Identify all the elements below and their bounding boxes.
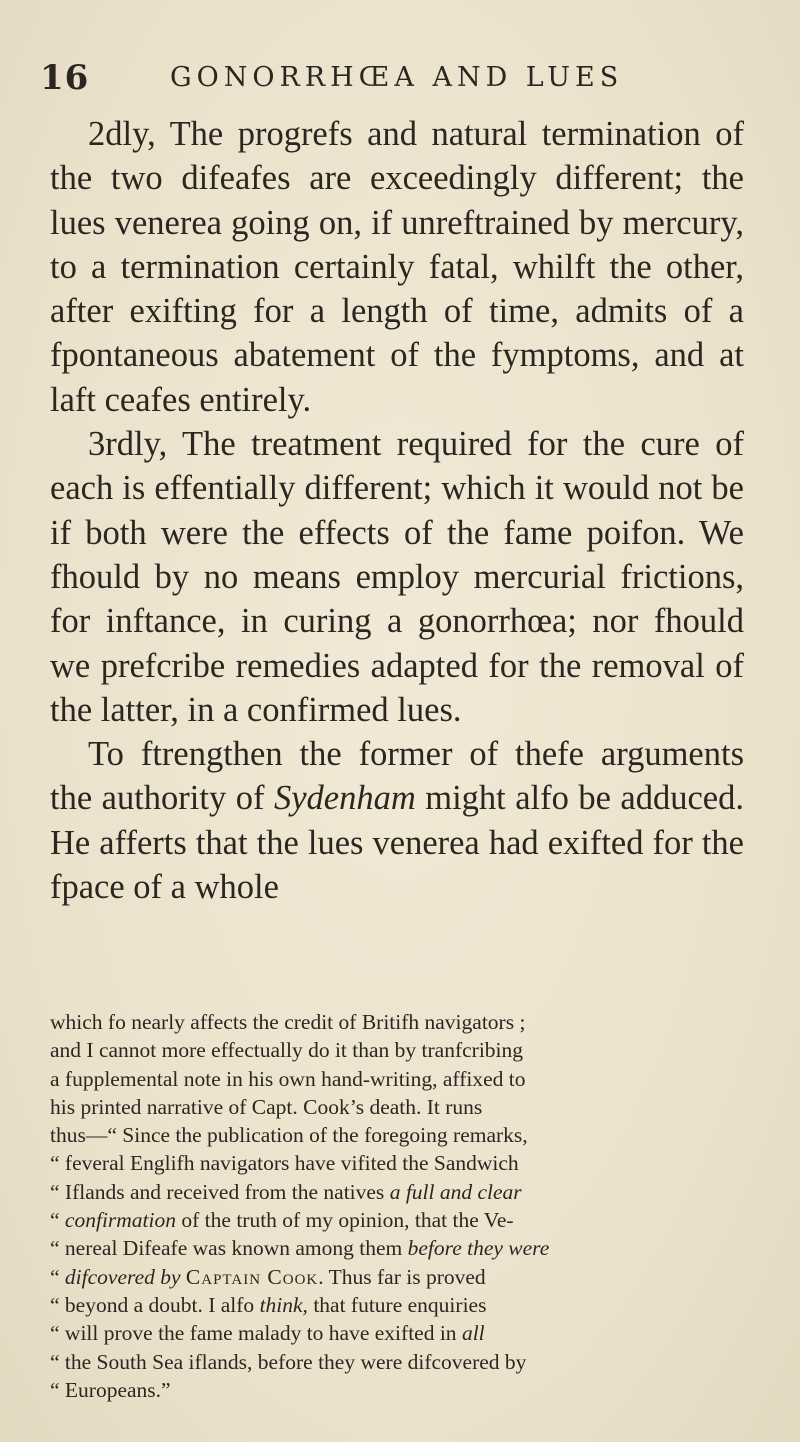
footnote-line: thus—“ Since the publication of the foregoing remarks, bbox=[50, 1123, 528, 1148]
paragraph-text: 3rdly, The treatment required for the cure of each is effentially different; which it would not be if both were the effects of the fame poifon. We fhould by no means employ mercurial frictions, for inftance, in curing a gonorrhœa; nor fhould we prefcribe remedies adapted for the removal of the latter, in a confirmed lues. bbox=[50, 425, 744, 729]
footnote-line: “ beyond a doubt. I alfo think, that future enquiries bbox=[50, 1292, 487, 1317]
paragraph-secondly bbox=[50, 112, 744, 422]
page-header bbox=[40, 58, 760, 108]
main-text bbox=[50, 112, 744, 909]
paragraph-text: might alfo be adduced. He afferts that the lues venerea had exifted for the fpace of a whole bbox=[50, 779, 744, 907]
running-head: GONORRHŒA AND LUES bbox=[170, 62, 624, 93]
footnote-line: “ feveral Englifh navigators have vifited the Sandwich bbox=[50, 1151, 519, 1176]
paragraph-sydenham bbox=[50, 732, 744, 909]
footnote-line: “ nereal Difeafe was known among them before they were bbox=[50, 1236, 550, 1261]
footnote-line: a fupplemental note in his own hand-writing, affixed to bbox=[50, 1066, 526, 1091]
footnote-line: his printed narrative of Capt. Cook’s death. It runs bbox=[50, 1094, 483, 1119]
page-number: 16 bbox=[40, 58, 90, 98]
footnote-line: “ difcovered by Captain Cook. Thus far is proved bbox=[50, 1264, 486, 1289]
footnote-line: and I cannot more effectually do it than by tranfcribing bbox=[50, 1038, 524, 1063]
footnote-line: “ Europeans.” bbox=[50, 1377, 171, 1402]
footnote-line: “ the South Sea iflands, before they were difcovered by bbox=[50, 1349, 527, 1374]
paragraph-text: 2dly, The progrefs and natural termination of the two difeafes are exceedingly different; the lues venerea going on, if unreftrained by mercury, to a termination certainly fatal, whilft the other, after exifting for a length of time, admits of a fpontaneous abatement of the fymptoms, and at laft ceafes entirely. bbox=[50, 115, 744, 419]
paragraph-thirdly bbox=[50, 422, 744, 732]
footnote bbox=[50, 1008, 740, 1404]
footnote-line: “ will prove the fame malady to have exifted in all bbox=[50, 1321, 485, 1346]
footnote-line: “ confirmation of the truth of my opinion, that the Ve- bbox=[50, 1208, 514, 1233]
footnote-line: “ Iflands and received from the natives a full and clear bbox=[50, 1179, 522, 1204]
paragraph-text: To ftrengthen the former of thefe arguments the authority of bbox=[50, 735, 744, 818]
italic-name: Sydenham bbox=[273, 779, 416, 818]
footnote-line: which fo nearly affects the credit of Britifh navigators ; bbox=[50, 1010, 526, 1034]
